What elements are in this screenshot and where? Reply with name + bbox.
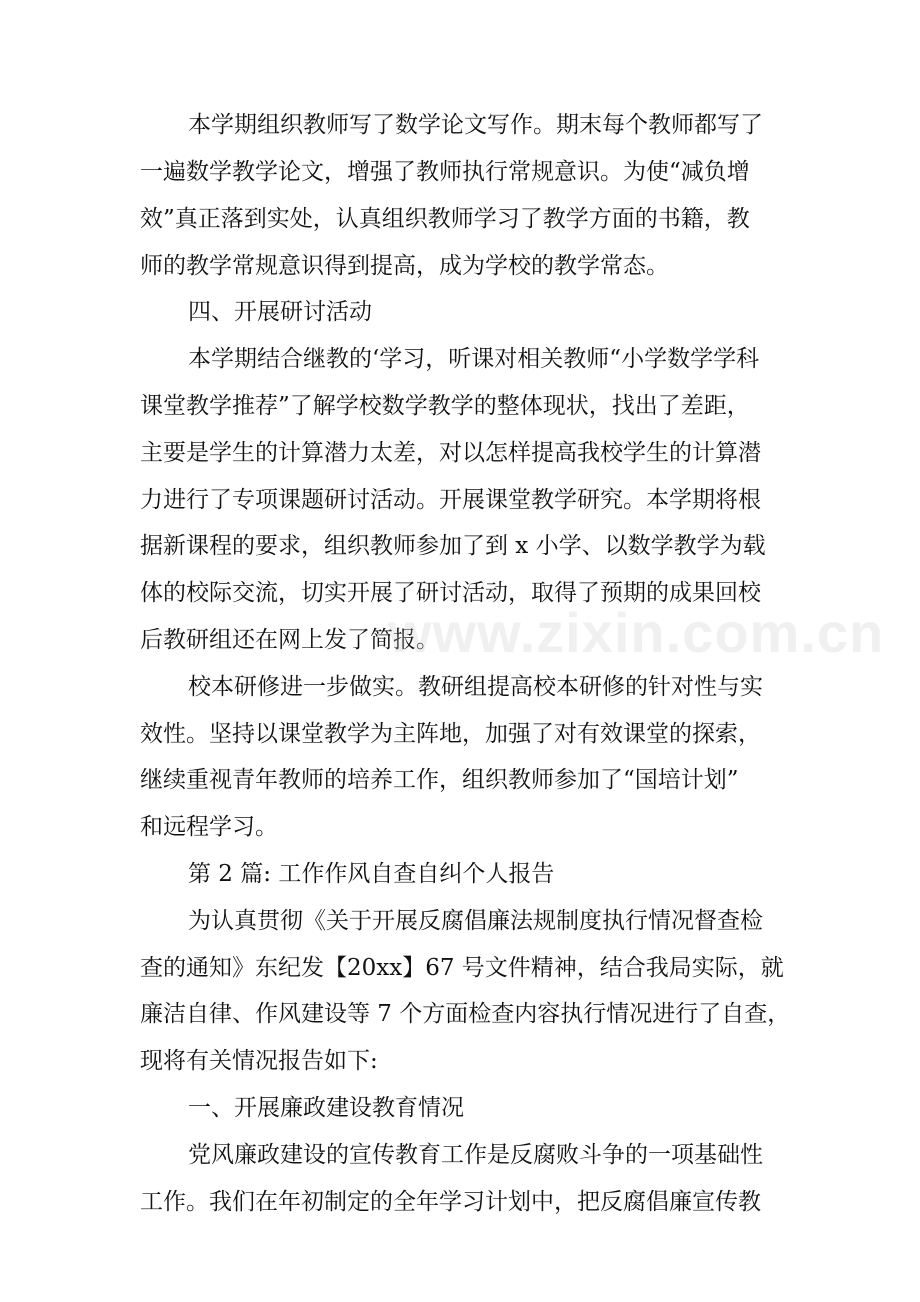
text-line: 继续重视青年教师的培养工作，组织教师参加了“国培计划”	[140, 767, 739, 793]
text-line: 为认真贯彻《关于开展反腐倡廉法规制度执行情况督查检	[188, 908, 763, 934]
text-line: 效”真正落到实处，认真组织教师学习了教学方面的书籍，教	[140, 206, 750, 232]
text-line: 党风廉政建设的宣传教育工作是反腐败斗争的一项基础性	[188, 1142, 763, 1168]
text-line: 后教研组还在网上发了简报。	[140, 627, 439, 653]
article-title: 第 2 篇: 工作作风自查自纠个人报告	[188, 861, 555, 887]
watermark: www.zixin.com.cn	[388, 601, 885, 664]
text-line: 本学期组织教师写了数学论文写作。期末每个教师都写了	[188, 112, 763, 138]
section-heading: 一、开展廉政建设教育情况	[188, 1095, 464, 1121]
text-line: 现将有关情况报告如下:	[140, 1048, 378, 1074]
text-line: 廉洁自律、作风建设等 7 个方面检查内容执行情况进行了自查，	[140, 1001, 791, 1027]
text-line: 力进行了专项课题研讨活动。开展课堂教学研究。本学期将根	[140, 487, 761, 513]
text-line: 据新课程的要求，组织教师参加了到 x 小学、以数学教学为载	[140, 533, 766, 559]
section-heading: 四、开展研讨活动	[188, 299, 372, 325]
text-line: 工作。我们在年初制定的全年学习计划中，把反腐倡廉宣传教	[140, 1189, 761, 1215]
text-line: 一遍数学教学论文，增强了教师执行常规意识。为使“减负增	[140, 159, 750, 185]
text-line: 本学期结合继教的‘学习，听课对相关教师“小学数学学科	[188, 346, 760, 372]
text-line: 主要是学生的计算潜力太差，对以怎样提高我校学生的计算潜	[140, 440, 761, 466]
text-line: 课堂教学推荐”了解学校数学教学的整体现状，找出了差距，	[140, 393, 750, 419]
text-line: 师的教学常规意识得到提高，成为学校的教学常态。	[140, 253, 669, 279]
text-line: 和远程学习。	[140, 814, 278, 840]
text-line: 效性。坚持以课堂教学为主阵地，加强了对有效课堂的探索，	[140, 721, 761, 747]
text-line: 校本研修进一步做实。教研组提高校本研修的针对性与实	[188, 674, 763, 700]
text-line: 体的校际交流，切实开展了研讨活动，取得了预期的成果回校	[140, 580, 761, 606]
text-line: 查的通知》东纪发【20xx】67 号文件精神，结合我局实际，就	[140, 955, 784, 981]
